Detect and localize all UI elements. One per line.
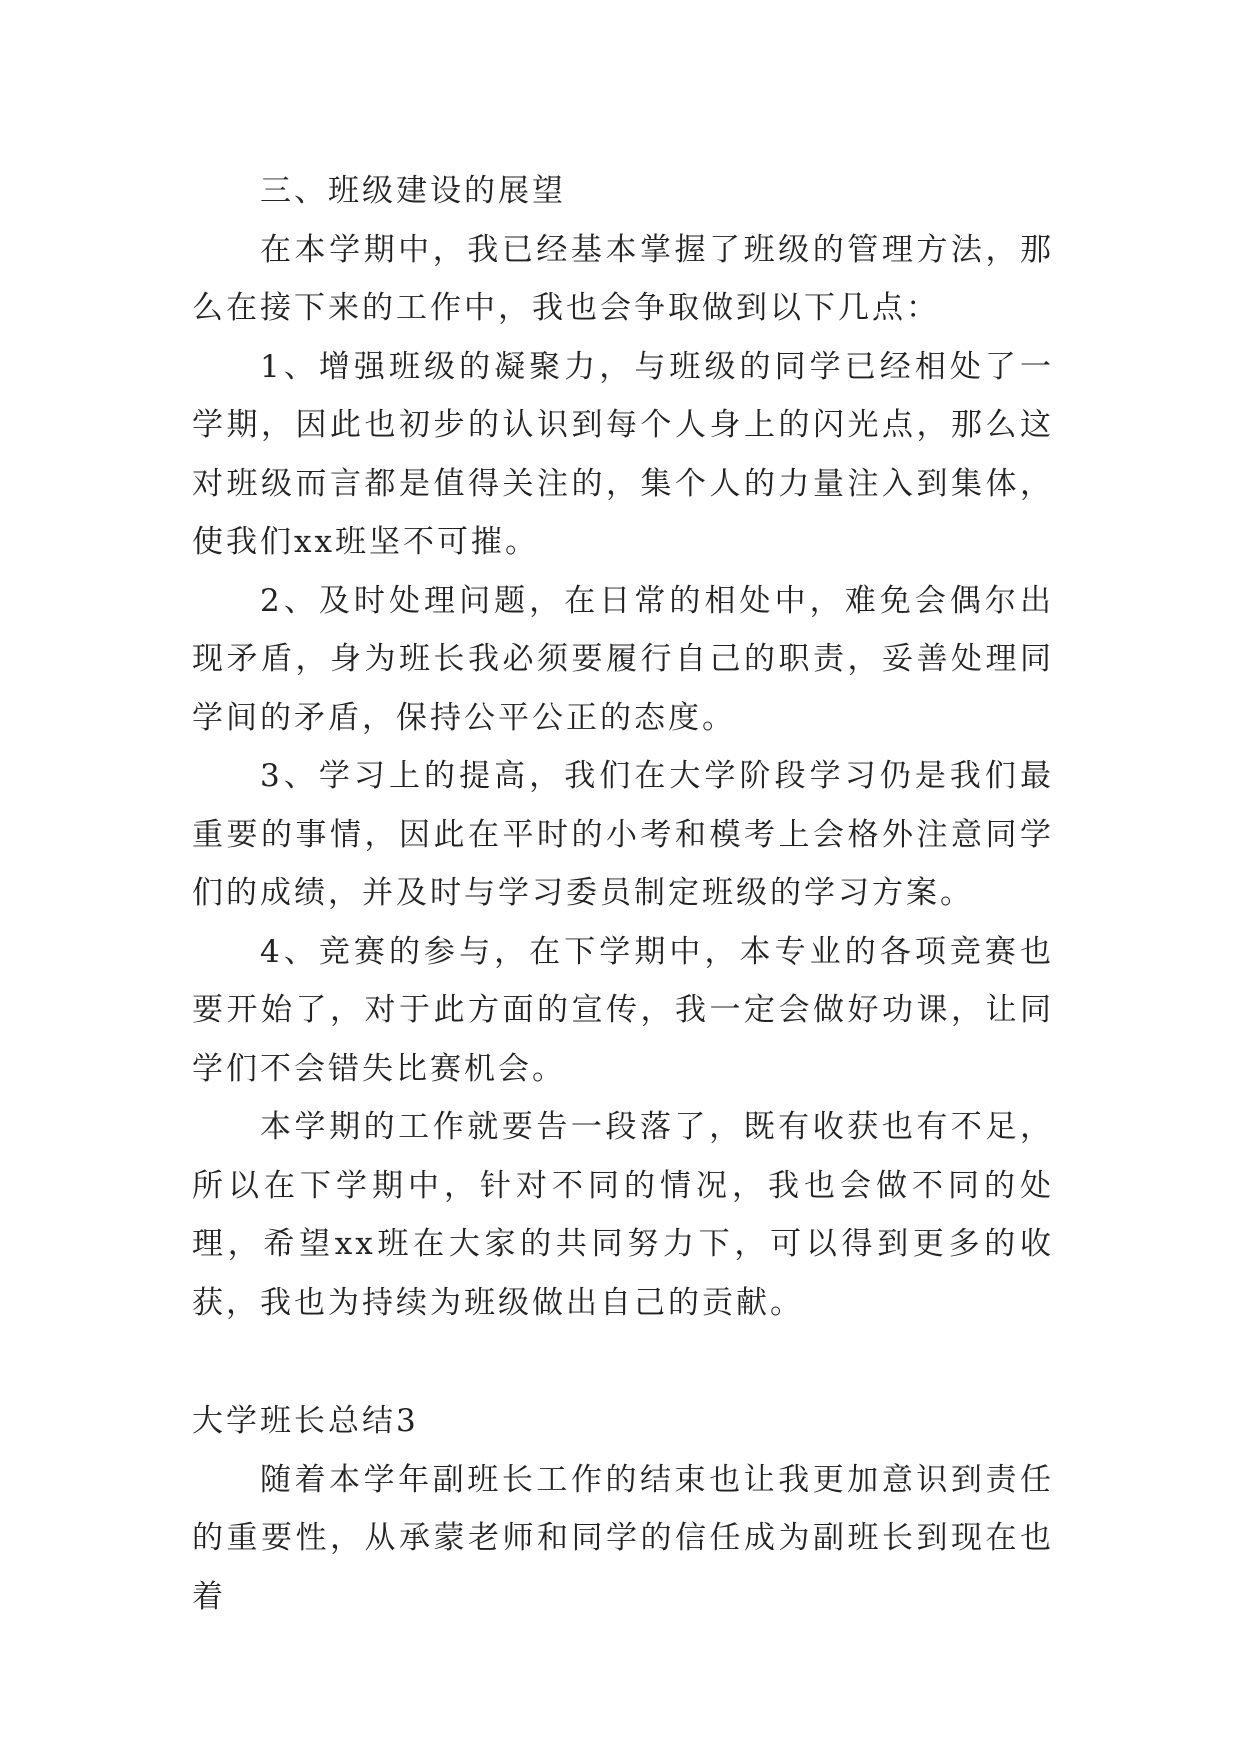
section-heading: 三、班级建设的展望 xyxy=(260,173,566,209)
next-section-paragraph: 随着本学年副班长工作的结束也让我更加意识到责任的重要性，从承蒙老师和同学的信任成为副班长到现在也着 xyxy=(192,1461,1054,1615)
paragraph-point-4: 4、竞赛的参与，在下学期中，本专业的各项竞赛也要开始了，对于此方面的宣传，我一定会做好功课，让同学们不会错失比赛机会。 xyxy=(192,933,1054,1087)
next-section-title: 大学班长总结3 xyxy=(192,1403,419,1439)
paragraph-point-3: 3、学习上的提高，我们在大学阶段学习仍是我们最重要的事情，因此在平时的小考和模考上会格外注意同学们的成绩，并及时与学习委员制定班级的学习方案。 xyxy=(192,758,1054,911)
document-body xyxy=(192,162,1054,1626)
paragraph-intro: 在本学期中，我已经基本掌握了班级的管理方法，那么在接下来的工作中，我也会争取做到以下几点： xyxy=(192,231,1054,326)
paragraph-point-1: 1、增强班级的凝聚力，与班级的同学已经相处了一学期，因此也初步的认识到每个人身上的闪光点，那么这对班级而言都是值得关注的，集个人的力量注入到集体，使我们xx班坚不可摧。 xyxy=(192,348,1054,560)
paragraph-point-2: 2、及时处理问题，在日常的相处中，难免会偶尔出现矛盾，身为班长我必须要履行自己的职责，妥善处理同学间的矛盾，保持公平公正的态度。 xyxy=(192,582,1054,736)
paragraph-closing: 本学期的工作就要告一段落了，既有收获也有不足，所以在下学期中，针对不同的情况，我也会做不同的处理，希望xx班在大家的共同努力下，可以得到更多的收获，我也为持续为班级做出自己的贡献。 xyxy=(192,1109,1054,1321)
